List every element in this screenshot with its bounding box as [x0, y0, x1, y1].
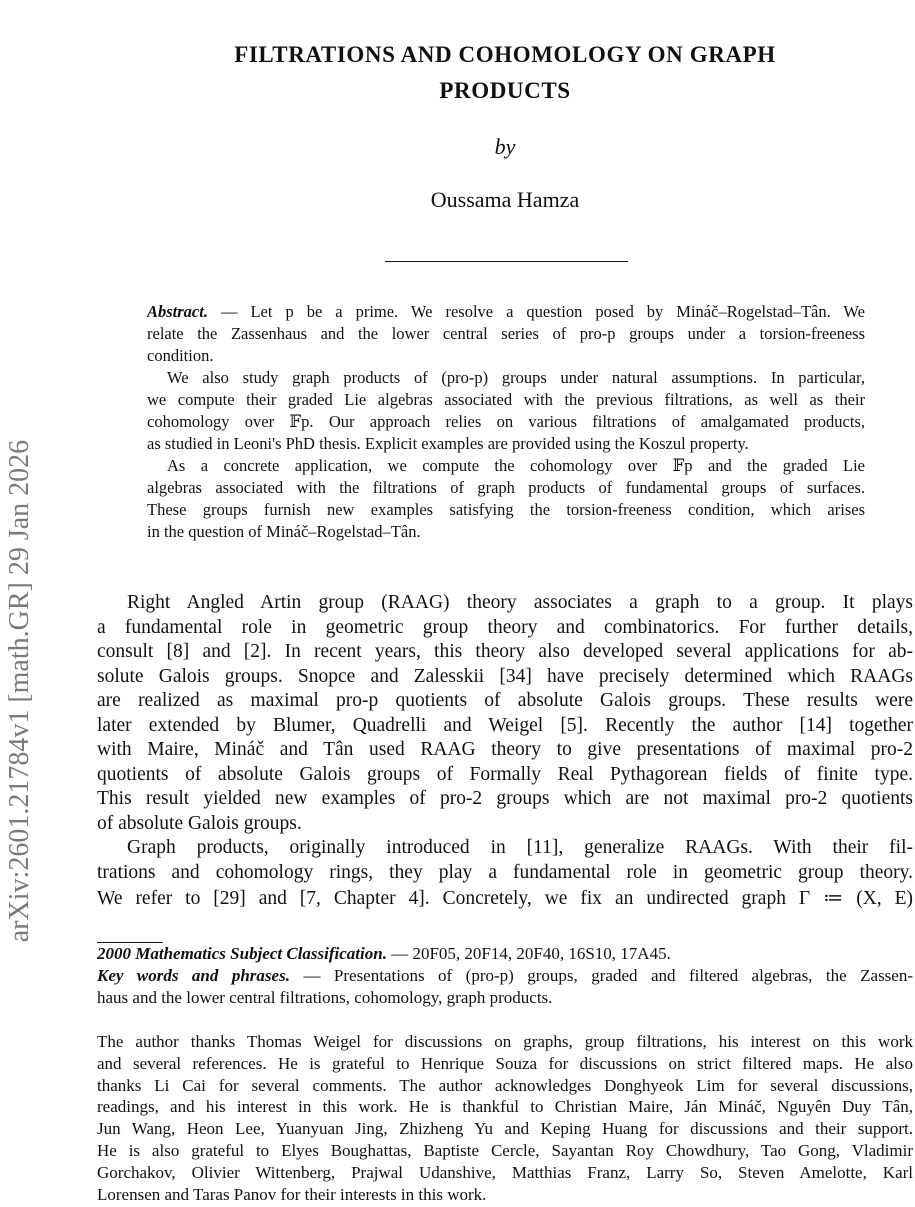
abstract-line: cohomology over 𝔽p. Our approach relies on various filtrations of amalgamated products, [147, 412, 865, 431]
abstract-line: algebras associated with the filtrations of graph products of fundamental groups of surfaces. [147, 478, 865, 497]
msc-codes: — 20F05, 20F14, 20F40, 16S10, 17A45. [391, 944, 671, 963]
abstract-line: As a concrete application, we compute the cohomology over 𝔽p and the graded Lie [167, 456, 865, 475]
body-line: trations and cohomology rings, they play a fundamental role in geometric group theory. [97, 861, 913, 883]
body-line: Graph products, originally introduced in [11], generalize RAAGs. With their fil- [127, 837, 913, 858]
keywords-line [97, 966, 913, 988]
keywords-text: — Presentations of (pro-p) groups, graded and filtered algebras, the Zassen- [303, 966, 913, 985]
abstract-line: relate the Zassenhaus and the lower central series of pro-p groups under a torsion-freeness [147, 324, 865, 343]
body-line: We refer to [29] and [7, Chapter 4]. Concretely, we fix an undirected graph Γ ≔ (X, E) [97, 888, 913, 909]
body-line: of absolute Galois groups. [97, 812, 302, 834]
paper-title-line1: FILTRATIONS AND COHOMOLOGY ON GRAPH [234, 42, 776, 67]
body-line: This result yielded new examples of pro-2 groups which are not maximal pro-2 quotients [97, 788, 913, 809]
abstract-line: as studied in Leoni's PhD thesis. Explicit examples are provided using the Koszul property. [147, 434, 749, 453]
title-rule [385, 261, 628, 262]
keywords-line-2: haus and the lower central filtrations, cohomology, graph products. [97, 988, 553, 1007]
acknowledgement-line: Gorchakov, Olivier Wittenberg, Prajwal Udanshive, Matthias Franz, Larry So, Steven Amelotte, Karl [97, 1162, 913, 1182]
abstract-line: we compute their graded Lie algebras associated with the previous filtrations, as well as their [147, 390, 865, 409]
author-name: Oussama Hamza [430, 187, 580, 212]
abstract-line [147, 302, 865, 323]
arxiv-stamp: arXiv:2601.21784v1 [math.GR] 29 Jan 2026 [4, 439, 35, 943]
acknowledgement-line: The author thanks Thomas Weigel for discussions on graphs, group filtrations, his interest on this work [97, 1032, 913, 1051]
acknowledgement-line: Lorensen and Taras Panov for their interests in this work. [97, 1184, 487, 1204]
abstract-line: These groups furnish new examples satisfying the torsion-freeness condition, which arises [147, 500, 865, 519]
acknowledgement-line: thanks Li Cai for several comments. The author acknowledges Donghyeok Lim for several discussions, [97, 1075, 913, 1095]
keywords-label: Key words and phrases. [97, 966, 290, 985]
msc-line [97, 944, 913, 966]
body-line: solute Galois groups. Snopce and Zalesskii [34] have precisely determined which RAAGs [97, 665, 913, 687]
abstract-line: condition. [147, 346, 214, 365]
body-line: a fundamental role in geometric group theory and combinatorics. For further details, [97, 616, 913, 638]
abstract-text: — Let p be a prime. We resolve a question posed by Mináč–Rogelstad–Tân. We [220, 302, 865, 321]
body-line: with Maire, Mináč and Tân used RAAG theory to give presentations of maximal pro-2 [97, 739, 913, 760]
acknowledgement-line: readings, and his interest in this work. He is thankful to Christian Maire, Ján Mináč, Nguyên Duy Tân, [97, 1097, 913, 1117]
acknowledgement-line: He is also grateful to Elyes Boughattas, Baptiste Cercle, Sayantan Roy Chowdhury, Tao Gong, Vladimir [97, 1141, 913, 1160]
body-line: later extended by Blumer, Quadrelli and Weigel [5]. Recently the author [14] together [97, 714, 913, 736]
msc-label: 2000 Mathematics Subject Classification. [97, 944, 387, 963]
abstract-label: Abstract. [147, 302, 208, 321]
abstract-line: in the question of Mináč–Rogelstad–Tân. [147, 522, 421, 541]
paper-title-line2: PRODUCTS [439, 78, 571, 103]
body-line: quotients of absolute Galois groups of Formally Real Pythagorean fields of finite type. [97, 763, 913, 785]
acknowledgement-line: Jun Wang, Heon Lee, Yuanyuan Jing, Zhizheng Yu and Keping Huang for discussions and their support. [97, 1119, 913, 1139]
body-line: consult [8] and [2]. In recent years, this theory also developed several applications for ab- [97, 641, 913, 662]
body-line: Right Angled Artin group (RAAG) theory associates a graph to a group. It plays [127, 592, 913, 613]
footnote-rule [97, 942, 163, 943]
acknowledgement-line: and several references. He is grateful to Henrique Souza for discussions on strict filtered maps. He also [97, 1053, 913, 1073]
body-line: are realized as maximal pro-p quotients of absolute Galois groups. These results were [97, 690, 913, 711]
by-label: by [494, 134, 516, 159]
abstract-line: We also study graph products of (pro-p) groups under natural assumptions. In particular, [167, 368, 865, 387]
